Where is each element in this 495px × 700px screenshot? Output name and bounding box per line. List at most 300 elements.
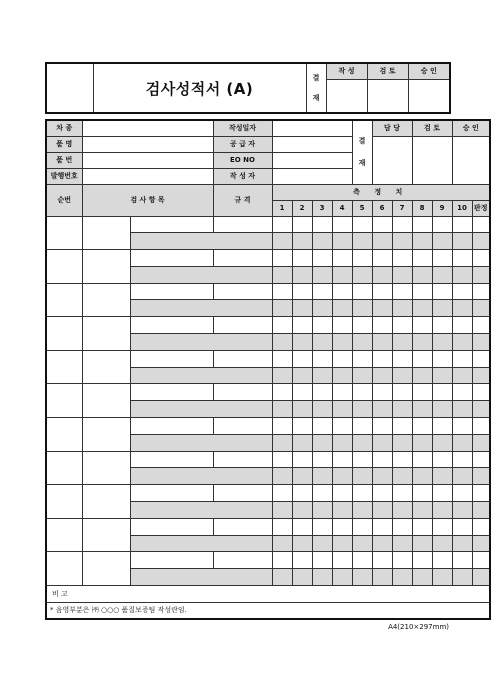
measure-cell-shaded[interactable] xyxy=(392,401,412,418)
measure-cell-shaded[interactable] xyxy=(372,434,392,451)
row-spec[interactable] xyxy=(213,518,272,535)
measure-cell-shaded[interactable] xyxy=(412,468,432,485)
measure-cell[interactable] xyxy=(432,418,452,435)
row-item-sub-shaded[interactable] xyxy=(130,367,272,384)
measure-cell-shaded[interactable] xyxy=(452,367,472,384)
row-item-main[interactable] xyxy=(82,485,130,519)
measure-cell[interactable] xyxy=(332,384,352,401)
measure-cell[interactable] xyxy=(292,317,312,334)
row-item-sub-shaded[interactable] xyxy=(130,401,272,418)
measure-cell[interactable] xyxy=(452,283,472,300)
measure-cell[interactable] xyxy=(332,250,352,267)
measure-cell[interactable] xyxy=(332,518,352,535)
measure-cell-shaded[interactable] xyxy=(452,502,472,519)
measure-cell[interactable] xyxy=(372,350,392,367)
measure-cell[interactable] xyxy=(392,317,412,334)
measure-cell[interactable] xyxy=(432,451,452,468)
measure-cell[interactable] xyxy=(372,451,392,468)
measure-cell-shaded[interactable] xyxy=(392,434,412,451)
measure-cell-shaded[interactable] xyxy=(412,300,432,317)
measure-cell-shaded[interactable] xyxy=(392,367,412,384)
field-part-no[interactable] xyxy=(82,152,213,168)
measure-cell[interactable] xyxy=(392,451,412,468)
measure-cell-shaded[interactable] xyxy=(292,535,312,552)
measure-cell[interactable] xyxy=(312,317,332,334)
measure-cell[interactable] xyxy=(372,518,392,535)
judge-cell-shaded[interactable] xyxy=(472,569,490,586)
measure-cell[interactable] xyxy=(432,350,452,367)
judge-cell[interactable] xyxy=(472,216,490,233)
measure-cell-shaded[interactable] xyxy=(352,535,372,552)
measure-cell[interactable] xyxy=(312,350,332,367)
measure-cell-shaded[interactable] xyxy=(392,468,412,485)
measure-cell-shaded[interactable] xyxy=(312,233,332,250)
judge-cell[interactable] xyxy=(472,418,490,435)
measure-cell[interactable] xyxy=(352,283,372,300)
measure-cell-shaded[interactable] xyxy=(452,334,472,351)
measure-cell[interactable] xyxy=(292,485,312,502)
row-no[interactable] xyxy=(46,384,82,418)
measure-cell[interactable] xyxy=(452,485,472,502)
measure-cell-shaded[interactable] xyxy=(452,401,472,418)
measure-cell[interactable] xyxy=(352,384,372,401)
measure-cell[interactable] xyxy=(312,418,332,435)
measure-cell[interactable] xyxy=(272,552,292,569)
measure-cell-shaded[interactable] xyxy=(312,266,332,283)
measure-cell[interactable] xyxy=(432,250,452,267)
measure-cell[interactable] xyxy=(292,552,312,569)
measure-cell[interactable] xyxy=(412,216,432,233)
measure-cell-shaded[interactable] xyxy=(292,300,312,317)
measure-cell-shaded[interactable] xyxy=(372,266,392,283)
measure-cell-shaded[interactable] xyxy=(372,401,392,418)
measure-cell-shaded[interactable] xyxy=(352,569,372,586)
measure-cell[interactable] xyxy=(372,418,392,435)
measure-cell[interactable] xyxy=(412,350,432,367)
measure-cell-shaded[interactable] xyxy=(412,233,432,250)
row-no[interactable] xyxy=(46,451,82,485)
measure-cell[interactable] xyxy=(352,552,372,569)
measure-cell-shaded[interactable] xyxy=(372,367,392,384)
row-no[interactable] xyxy=(46,250,82,284)
measure-cell[interactable] xyxy=(312,552,332,569)
judge-cell[interactable] xyxy=(472,518,490,535)
info-approval-sign-review[interactable] xyxy=(412,136,452,184)
measure-cell-shaded[interactable] xyxy=(392,300,412,317)
row-item-sub-shaded[interactable] xyxy=(130,266,272,283)
measure-cell[interactable] xyxy=(332,552,352,569)
measure-cell[interactable] xyxy=(332,451,352,468)
measure-cell-shaded[interactable] xyxy=(412,434,432,451)
measure-cell[interactable] xyxy=(432,485,452,502)
measure-cell-shaded[interactable] xyxy=(272,367,292,384)
measure-cell-shaded[interactable] xyxy=(292,367,312,384)
measure-cell-shaded[interactable] xyxy=(332,367,352,384)
measure-cell[interactable] xyxy=(392,283,412,300)
measure-cell[interactable] xyxy=(452,451,472,468)
measure-cell-shaded[interactable] xyxy=(432,535,452,552)
measure-cell[interactable] xyxy=(412,250,432,267)
measure-cell[interactable] xyxy=(452,350,472,367)
row-item-sub[interactable] xyxy=(130,283,213,300)
row-spec[interactable] xyxy=(213,216,272,233)
row-no[interactable] xyxy=(46,418,82,452)
row-item-main[interactable] xyxy=(82,283,130,317)
approval-sign-write[interactable] xyxy=(326,79,367,113)
measure-cell-shaded[interactable] xyxy=(332,569,352,586)
row-no[interactable] xyxy=(46,317,82,351)
measure-cell-shaded[interactable] xyxy=(412,334,432,351)
measure-cell-shaded[interactable] xyxy=(432,367,452,384)
approval-sign-review[interactable] xyxy=(367,79,408,113)
measure-cell[interactable] xyxy=(392,552,412,569)
field-issue-no[interactable] xyxy=(82,168,213,184)
judge-cell[interactable] xyxy=(472,552,490,569)
measure-cell-shaded[interactable] xyxy=(312,334,332,351)
measure-cell[interactable] xyxy=(292,518,312,535)
measure-cell-shaded[interactable] xyxy=(272,300,292,317)
measure-cell-shaded[interactable] xyxy=(272,266,292,283)
measure-cell-shaded[interactable] xyxy=(432,468,452,485)
measure-cell-shaded[interactable] xyxy=(292,502,312,519)
measure-cell[interactable] xyxy=(392,216,412,233)
measure-cell-shaded[interactable] xyxy=(332,401,352,418)
measure-cell-shaded[interactable] xyxy=(452,233,472,250)
measure-cell[interactable] xyxy=(272,418,292,435)
measure-cell[interactable] xyxy=(392,418,412,435)
row-spec[interactable] xyxy=(213,384,272,401)
row-spec[interactable] xyxy=(213,283,272,300)
measure-cell-shaded[interactable] xyxy=(272,468,292,485)
field-supplier[interactable] xyxy=(272,136,352,152)
measure-cell-shaded[interactable] xyxy=(332,502,352,519)
measure-cell-shaded[interactable] xyxy=(352,502,372,519)
judge-cell-shaded[interactable] xyxy=(472,535,490,552)
measure-cell[interactable] xyxy=(272,451,292,468)
judge-cell-shaded[interactable] xyxy=(472,266,490,283)
measure-cell-shaded[interactable] xyxy=(452,300,472,317)
measure-cell[interactable] xyxy=(272,384,292,401)
measure-cell[interactable] xyxy=(432,317,452,334)
measure-cell-shaded[interactable] xyxy=(452,468,472,485)
measure-cell-shaded[interactable] xyxy=(272,569,292,586)
judge-cell-shaded[interactable] xyxy=(472,401,490,418)
measure-cell-shaded[interactable] xyxy=(332,334,352,351)
measure-cell-shaded[interactable] xyxy=(392,502,412,519)
measure-cell[interactable] xyxy=(412,418,432,435)
row-item-sub-shaded[interactable] xyxy=(130,434,272,451)
measure-cell-shaded[interactable] xyxy=(272,334,292,351)
judge-cell[interactable] xyxy=(472,283,490,300)
measure-cell-shaded[interactable] xyxy=(432,300,452,317)
measure-cell[interactable] xyxy=(452,384,472,401)
measure-cell[interactable] xyxy=(412,485,432,502)
measure-cell[interactable] xyxy=(392,350,412,367)
measure-cell[interactable] xyxy=(272,283,292,300)
measure-cell[interactable] xyxy=(272,350,292,367)
measure-cell-shaded[interactable] xyxy=(452,434,472,451)
measure-cell[interactable] xyxy=(352,250,372,267)
measure-cell-shaded[interactable] xyxy=(312,569,332,586)
measure-cell-shaded[interactable] xyxy=(432,502,452,519)
field-date[interactable] xyxy=(272,120,352,136)
field-car-type[interactable] xyxy=(82,120,213,136)
measure-cell[interactable] xyxy=(292,451,312,468)
judge-cell-shaded[interactable] xyxy=(472,334,490,351)
measure-cell-shaded[interactable] xyxy=(412,569,432,586)
row-item-main[interactable] xyxy=(82,317,130,351)
measure-cell-shaded[interactable] xyxy=(352,233,372,250)
measure-cell-shaded[interactable] xyxy=(432,334,452,351)
judge-cell-shaded[interactable] xyxy=(472,434,490,451)
measure-cell[interactable] xyxy=(352,317,372,334)
measure-cell[interactable] xyxy=(352,418,372,435)
measure-cell-shaded[interactable] xyxy=(372,233,392,250)
measure-cell[interactable] xyxy=(352,451,372,468)
measure-cell-shaded[interactable] xyxy=(392,535,412,552)
measure-cell-shaded[interactable] xyxy=(272,535,292,552)
measure-cell[interactable] xyxy=(312,216,332,233)
measure-cell[interactable] xyxy=(332,216,352,233)
measure-cell-shaded[interactable] xyxy=(312,434,332,451)
measure-cell[interactable] xyxy=(312,283,332,300)
row-item-sub-shaded[interactable] xyxy=(130,502,272,519)
measure-cell-shaded[interactable] xyxy=(292,468,312,485)
measure-cell[interactable] xyxy=(292,384,312,401)
measure-cell-shaded[interactable] xyxy=(292,569,312,586)
measure-cell[interactable] xyxy=(312,451,332,468)
row-item-main[interactable] xyxy=(82,250,130,284)
measure-cell[interactable] xyxy=(432,216,452,233)
measure-cell[interactable] xyxy=(372,485,392,502)
row-spec[interactable] xyxy=(213,552,272,569)
judge-cell[interactable] xyxy=(472,250,490,267)
row-spec[interactable] xyxy=(213,485,272,502)
row-item-main[interactable] xyxy=(82,552,130,586)
measure-cell-shaded[interactable] xyxy=(432,569,452,586)
info-approval-sign-approve[interactable] xyxy=(452,136,490,184)
measure-cell-shaded[interactable] xyxy=(312,502,332,519)
measure-cell-shaded[interactable] xyxy=(312,468,332,485)
judge-cell[interactable] xyxy=(472,485,490,502)
row-no[interactable] xyxy=(46,216,82,250)
measure-cell[interactable] xyxy=(372,250,392,267)
row-item-sub[interactable] xyxy=(130,317,213,334)
measure-cell[interactable] xyxy=(392,485,412,502)
row-no[interactable] xyxy=(46,485,82,519)
measure-cell-shaded[interactable] xyxy=(352,266,372,283)
measure-cell[interactable] xyxy=(332,418,352,435)
measure-cell-shaded[interactable] xyxy=(452,535,472,552)
measure-cell[interactable] xyxy=(352,216,372,233)
measure-cell[interactable] xyxy=(412,552,432,569)
measure-cell[interactable] xyxy=(292,216,312,233)
measure-cell[interactable] xyxy=(412,451,432,468)
judge-cell[interactable] xyxy=(472,350,490,367)
measure-cell-shaded[interactable] xyxy=(432,266,452,283)
measure-cell[interactable] xyxy=(272,250,292,267)
measure-cell[interactable] xyxy=(432,283,452,300)
judge-cell[interactable] xyxy=(472,317,490,334)
judge-cell-shaded[interactable] xyxy=(472,367,490,384)
row-item-main[interactable] xyxy=(82,384,130,418)
measure-cell[interactable] xyxy=(292,283,312,300)
measure-cell[interactable] xyxy=(452,317,472,334)
measure-cell-shaded[interactable] xyxy=(272,434,292,451)
measure-cell[interactable] xyxy=(432,552,452,569)
measure-cell-shaded[interactable] xyxy=(292,401,312,418)
judge-cell[interactable] xyxy=(472,451,490,468)
row-spec[interactable] xyxy=(213,250,272,267)
measure-cell[interactable] xyxy=(372,216,392,233)
judge-cell[interactable] xyxy=(472,384,490,401)
measure-cell[interactable] xyxy=(452,250,472,267)
measure-cell-shaded[interactable] xyxy=(392,233,412,250)
measure-cell-shaded[interactable] xyxy=(432,233,452,250)
row-spec[interactable] xyxy=(213,350,272,367)
field-product-name[interactable] xyxy=(82,136,213,152)
row-spec[interactable] xyxy=(213,418,272,435)
measure-cell[interactable] xyxy=(412,283,432,300)
measure-cell-shaded[interactable] xyxy=(372,334,392,351)
row-item-sub[interactable] xyxy=(130,350,213,367)
row-item-sub[interactable] xyxy=(130,518,213,535)
info-approval-sign-charge[interactable] xyxy=(372,136,412,184)
row-spec[interactable] xyxy=(213,451,272,468)
row-item-sub-shaded[interactable] xyxy=(130,468,272,485)
measure-cell-shaded[interactable] xyxy=(332,434,352,451)
measure-cell-shaded[interactable] xyxy=(292,434,312,451)
row-item-sub[interactable] xyxy=(130,384,213,401)
measure-cell-shaded[interactable] xyxy=(372,502,392,519)
measure-cell-shaded[interactable] xyxy=(372,535,392,552)
measure-cell[interactable] xyxy=(352,485,372,502)
measure-cell[interactable] xyxy=(392,250,412,267)
measure-cell[interactable] xyxy=(292,250,312,267)
measure-cell[interactable] xyxy=(272,485,292,502)
row-no[interactable] xyxy=(46,283,82,317)
measure-cell[interactable] xyxy=(292,350,312,367)
measure-cell-shaded[interactable] xyxy=(332,535,352,552)
measure-cell-shaded[interactable] xyxy=(452,266,472,283)
measure-cell-shaded[interactable] xyxy=(332,266,352,283)
measure-cell[interactable] xyxy=(432,384,452,401)
measure-cell-shaded[interactable] xyxy=(412,367,432,384)
measure-cell-shaded[interactable] xyxy=(352,468,372,485)
row-spec[interactable] xyxy=(213,317,272,334)
measure-cell[interactable] xyxy=(312,518,332,535)
judge-cell-shaded[interactable] xyxy=(472,300,490,317)
measure-cell-shaded[interactable] xyxy=(312,300,332,317)
measure-cell[interactable] xyxy=(372,317,392,334)
row-item-main[interactable] xyxy=(82,418,130,452)
row-item-sub[interactable] xyxy=(130,250,213,267)
measure-cell[interactable] xyxy=(352,350,372,367)
measure-cell[interactable] xyxy=(452,518,472,535)
measure-cell[interactable] xyxy=(392,384,412,401)
measure-cell-shaded[interactable] xyxy=(352,334,372,351)
measure-cell-shaded[interactable] xyxy=(372,468,392,485)
measure-cell-shaded[interactable] xyxy=(372,569,392,586)
measure-cell[interactable] xyxy=(332,317,352,334)
measure-cell-shaded[interactable] xyxy=(412,266,432,283)
measure-cell[interactable] xyxy=(312,250,332,267)
measure-cell[interactable] xyxy=(372,384,392,401)
measure-cell[interactable] xyxy=(432,518,452,535)
row-item-sub[interactable] xyxy=(130,451,213,468)
measure-cell[interactable] xyxy=(452,216,472,233)
measure-cell-shaded[interactable] xyxy=(392,569,412,586)
judge-cell-shaded[interactable] xyxy=(472,468,490,485)
row-item-sub[interactable] xyxy=(130,418,213,435)
row-item-sub-shaded[interactable] xyxy=(130,569,272,586)
measure-cell[interactable] xyxy=(452,552,472,569)
measure-cell[interactable] xyxy=(312,384,332,401)
row-no[interactable] xyxy=(46,518,82,552)
measure-cell-shaded[interactable] xyxy=(272,401,292,418)
measure-cell-shaded[interactable] xyxy=(352,367,372,384)
measure-cell[interactable] xyxy=(452,418,472,435)
measure-cell[interactable] xyxy=(412,518,432,535)
approval-sign-approve[interactable] xyxy=(408,79,450,113)
measure-cell-shaded[interactable] xyxy=(372,300,392,317)
row-item-sub[interactable] xyxy=(130,216,213,233)
measure-cell[interactable] xyxy=(292,418,312,435)
measure-cell-shaded[interactable] xyxy=(412,401,432,418)
measure-cell-shaded[interactable] xyxy=(452,569,472,586)
measure-cell[interactable] xyxy=(412,384,432,401)
measure-cell-shaded[interactable] xyxy=(292,233,312,250)
measure-cell-shaded[interactable] xyxy=(332,468,352,485)
measure-cell[interactable] xyxy=(352,518,372,535)
measure-cell-shaded[interactable] xyxy=(312,367,332,384)
measure-cell[interactable] xyxy=(272,317,292,334)
measure-cell-shaded[interactable] xyxy=(352,401,372,418)
row-item-main[interactable] xyxy=(82,451,130,485)
measure-cell-shaded[interactable] xyxy=(392,334,412,351)
row-item-sub-shaded[interactable] xyxy=(130,334,272,351)
measure-cell-shaded[interactable] xyxy=(432,434,452,451)
measure-cell-shaded[interactable] xyxy=(352,300,372,317)
measure-cell-shaded[interactable] xyxy=(392,266,412,283)
row-no[interactable] xyxy=(46,350,82,384)
row-item-sub-shaded[interactable] xyxy=(130,535,272,552)
measure-cell[interactable] xyxy=(332,485,352,502)
field-eo-no[interactable] xyxy=(272,152,352,168)
measure-cell-shaded[interactable] xyxy=(272,502,292,519)
measure-cell-shaded[interactable] xyxy=(352,434,372,451)
measure-cell[interactable] xyxy=(272,518,292,535)
field-author[interactable] xyxy=(272,168,352,184)
measure-cell[interactable] xyxy=(392,518,412,535)
measure-cell[interactable] xyxy=(372,552,392,569)
measure-cell-shaded[interactable] xyxy=(312,535,332,552)
measure-cell-shaded[interactable] xyxy=(272,233,292,250)
measure-cell[interactable] xyxy=(412,317,432,334)
row-item-main[interactable] xyxy=(82,518,130,552)
measure-cell[interactable] xyxy=(312,485,332,502)
measure-cell[interactable] xyxy=(372,283,392,300)
row-item-main[interactable] xyxy=(82,350,130,384)
row-item-sub[interactable] xyxy=(130,485,213,502)
measure-cell-shaded[interactable] xyxy=(332,300,352,317)
measure-cell-shaded[interactable] xyxy=(412,502,432,519)
measure-cell-shaded[interactable] xyxy=(292,334,312,351)
measure-cell-shaded[interactable] xyxy=(312,401,332,418)
row-item-sub[interactable] xyxy=(130,552,213,569)
row-no[interactable] xyxy=(46,552,82,586)
judge-cell-shaded[interactable] xyxy=(472,502,490,519)
